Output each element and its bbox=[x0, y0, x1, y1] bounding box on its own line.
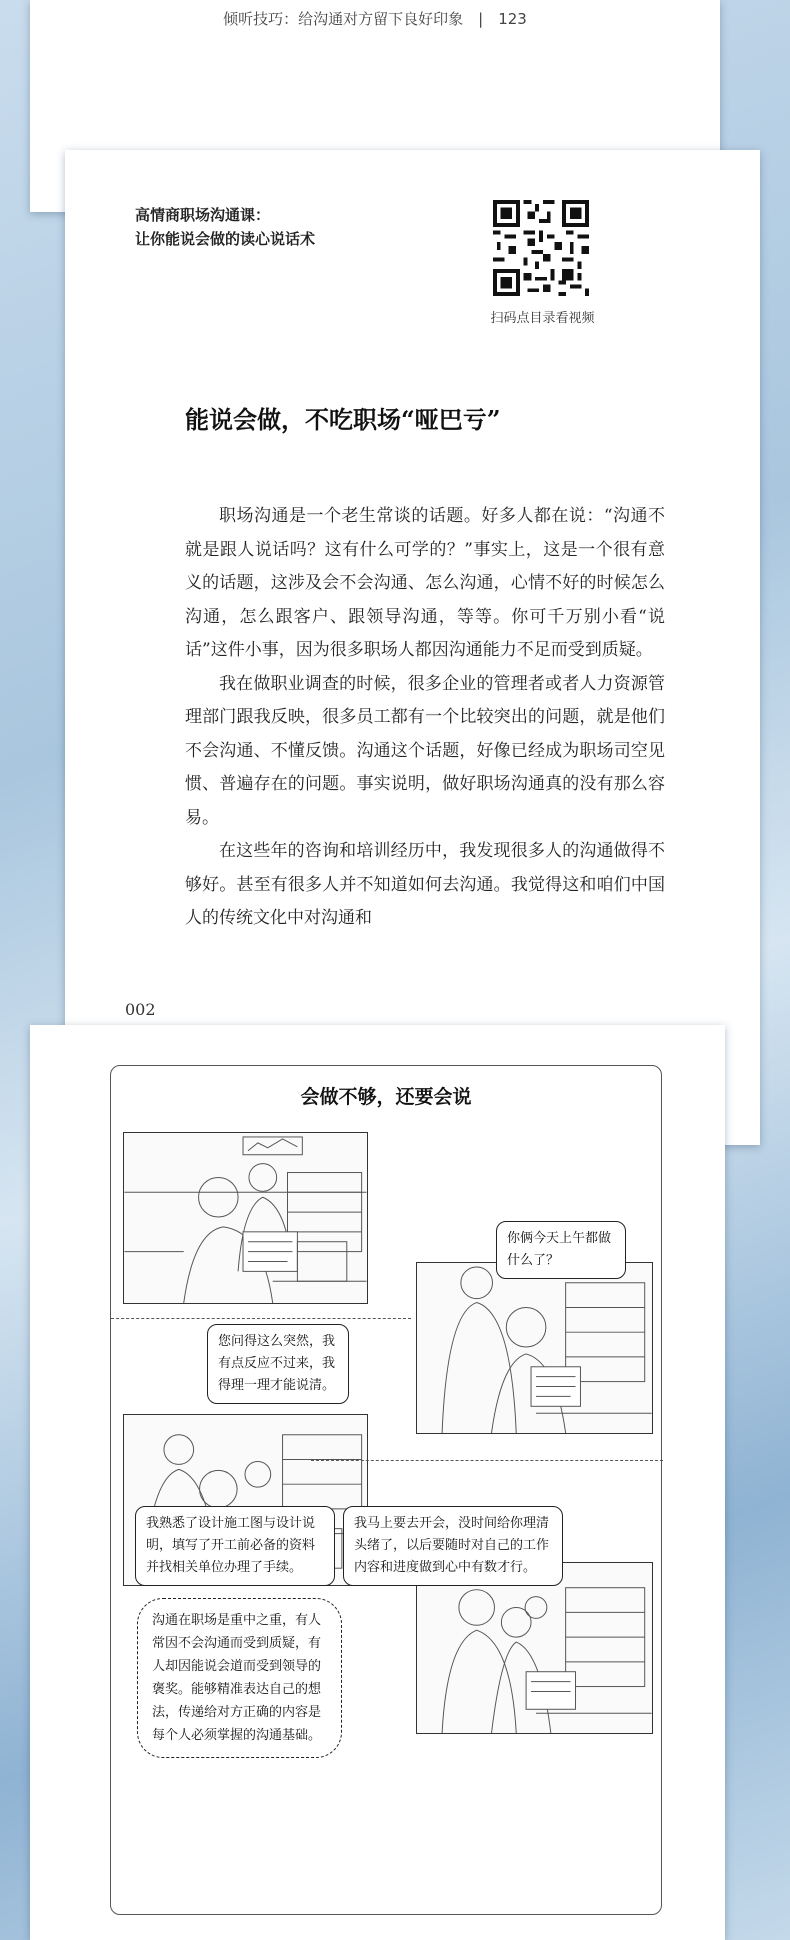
paragraph: 在这些年的咨询和培训经历中，我发现很多人的沟通做得不够好。甚至有很多人并不知道如何去沟通。我觉得这和咱们中国人的传统文化中对沟通和 bbox=[185, 841, 665, 928]
summary-thought-bubble: 沟通在职场是重中之重，有人常因不会沟通而受到质疑，有人却因能说会道而受到领导的褒奖。能够精准表达自己的想法，传递给对方正确的内容是每个人必须掌握的沟通基础。 bbox=[137, 1598, 342, 1758]
comic-frame bbox=[110, 1065, 662, 1915]
comic-title: 会做不够，还要会说 bbox=[300, 1086, 472, 1108]
comic-panel-office-workers bbox=[123, 1132, 368, 1304]
course-title-line2: 让你能说会做的读心说话术 bbox=[135, 230, 316, 248]
page-number: 002 bbox=[125, 1000, 156, 1019]
book-page bbox=[65, 150, 760, 1145]
course-title-line1: 高情商职场沟通课： bbox=[135, 206, 271, 224]
qr-caption: 扫码点目录看视频 bbox=[490, 311, 595, 326]
body-text bbox=[185, 500, 665, 936]
qr-code-icon[interactable] bbox=[493, 200, 589, 296]
comic-panel-manager-asks bbox=[416, 1262, 653, 1434]
comic-panel-manager-leaves bbox=[416, 1562, 653, 1734]
panel-divider bbox=[311, 1460, 663, 1461]
paragraph: 职场沟通是一个老生常谈的话题。好多人都在说：“沟通不就是跟人说话吗？这有什么可学的？”事实上，这是一个很有意义的话题，这涉及会不会沟通、怎么沟通，心情不好的时候怎么沟通，怎么跟客户、跟领导沟通，等等。你可千万别小看“说话”这件小事，因为很多职场人都因沟通能力不足而受到质疑。 bbox=[185, 506, 665, 660]
speech-bubble-familiar: 我熟悉了设计施工图与设计说明，填写了开工前必备的资料并找相关单位办理了手续。 bbox=[135, 1506, 335, 1586]
course-title bbox=[135, 203, 315, 251]
speech-bubble-meeting: 我马上要去开会，没时间给你理清头绪了，以后要随时对自己的工作内容和进度做到心中有数才行。 bbox=[343, 1506, 563, 1586]
panel-divider bbox=[111, 1318, 411, 1319]
speech-bubble-question: 你俩今天上午都做什么了？ bbox=[496, 1221, 626, 1279]
speech-bubble-sudden: 您问得这么突然，我有点反应不过来，我得理一理才能说清。 bbox=[207, 1324, 349, 1404]
chapter-title: 能说会做，不吃职场“哑巴亏” bbox=[185, 405, 501, 434]
paragraph: 我在做职业调查的时候，很多企业的管理者或者人力资源管理部门跟我反映，很多员工都有一个比较突出的问题，就是他们不会沟通、不懂反馈。沟通这个话题，好像已经成为职场司空见惯、普遍存在的问题。事实说明，做好职场沟通真的没有那么容易。 bbox=[185, 673, 665, 828]
running-header: 倾听技巧：给沟通对方留下良好印象 | 123 bbox=[223, 10, 527, 28]
comic-page bbox=[30, 1025, 725, 1940]
